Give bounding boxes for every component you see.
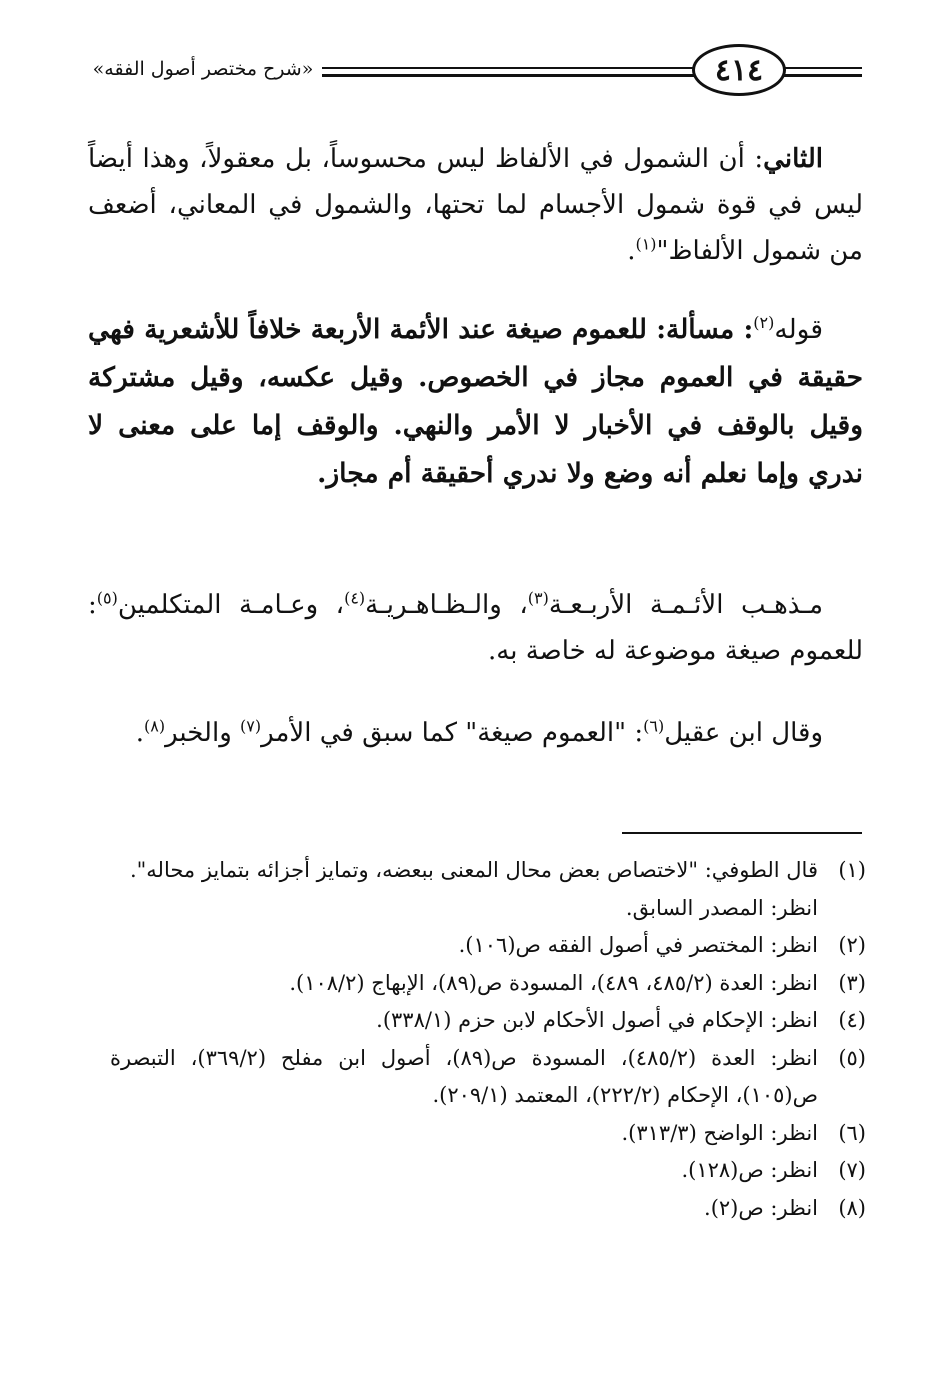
footnote-number: (٨) [838,1195,866,1220]
footnote-separator [622,832,862,834]
footnote-8 [110,1190,866,1228]
paragraph-2-prefix: قوله [774,314,823,345]
footnote-text: انظر: المختصر في أصول الفقه ص(١٠٦). [458,933,818,957]
paragraph-3-part4: : للعموم صيغة موضوعة له خاصة به. [88,590,863,666]
footnote-number: (١) [838,858,866,882]
footnotes [110,852,866,1227]
running-title: «شرح مختصر أصول الفقه» [92,58,314,80]
footnote-ref-6[interactable]: (٦) [643,716,665,736]
footnote-ref-2[interactable]: (٢) [753,313,775,333]
footnote-text: انظر: ص(٢). [704,1195,818,1220]
footnote-text: انظر: ص(١٢٨). [681,1158,818,1182]
footnote-text: انظر: المصدر السابق. [625,895,818,920]
paragraph-4-part3: والخبر [165,718,241,748]
paragraph-2-text: : مسألة: للعموم صيغة عند الأئمة الأربعة خلافاً للأشعرية فهي حقيقة في العموم مجاز في الخصوص. وقيل عكسه، وقيل مشتركة وقيل بالوقف في الأخبار لا الأمر والنهي. والوقف إما على معنى لا ندري وإما نعلم أنه وضع ولا ندري أحقيقة أم مجاز. [88,314,863,489]
footnote-3 [110,965,866,1003]
footnote-ref-1[interactable]: (١) [635,234,657,254]
footnote-number: (٢) [838,933,866,957]
footnote-7 [110,1152,866,1190]
footnote-ref-5[interactable]: (٥) [96,588,118,608]
paragraph-3-part1: مـذهـب الأئـمـة الأربـعـة [548,590,823,620]
footnote-ref-4[interactable]: (٤) [344,588,366,608]
paragraph-4-part2: : "العموم صيغة" كما سبق في الأمر [261,718,644,748]
paragraph-1-end: . [627,236,636,266]
page-number: ٤١٤ [692,44,786,96]
paragraph-2 [88,306,863,498]
footnote-2 [110,927,866,965]
paragraph-3-part3: ، وعـامـة المتكلمين [117,590,345,620]
footnote-4 [110,1002,866,1040]
footnote-number: (٥) [838,1045,866,1070]
footnote-number: (٤) [838,1008,866,1032]
footnote-1 [110,852,866,890]
paragraph-3-part2: ، والـظـاهـريـة [365,590,528,620]
paragraph-1-lead: الثاني [763,144,823,174]
footnote-ref-3[interactable]: (٣) [527,588,549,608]
footnote-text: انظر: العدة (٤٨٥/٢)، المسودة ص(٨٩)، أصول ابن مفلح (٣٦٩/٢)، التبصرة ص(١٠٥)، الإحكام (٢٢٢/٢)، المعتمد (٢٠٩/١). [110,1045,818,1107]
paragraph-1-text: : أن الشمول في الألفاظ ليس محسوساً، بل معقولاً، وهذا أيضاً ليس في قوة شمول الأجسام لما تحتها، والشمول في المعاني، أضعف من شمول الألفاظ" [88,144,863,266]
footnote-1-continued [110,890,866,928]
footnote-5 [110,1040,866,1115]
footnote-text: انظر: العدة (٤٨٥/٢، ٤٨٩)، المسودة ص(٨٩)، الإبهاج (١٠٨/٢). [289,970,818,995]
footnote-text: انظر: الإحكام في أصول الأحكام لابن حزم (٣٣٨/١). [376,1008,818,1032]
paragraph-4-end: . [135,718,144,748]
paragraph-1 [88,136,863,274]
footnote-ref-7[interactable]: (٧) [240,716,262,736]
footnote-number: (٦) [838,1120,866,1145]
paragraph-4-part1: وقال ابن عقيل [664,718,823,748]
footnote-6 [110,1115,866,1153]
paragraph-4 [88,710,863,756]
footnote-number: (٧) [838,1158,866,1182]
footnote-ref-8[interactable]: (٨) [143,716,166,736]
footnote-text: قال الطوفي: "لاختصاص بعض محال المعنى ببعضه، وتمايز أجزائه بتمايز محاله". [129,858,818,882]
footnote-number: (٣) [838,970,866,995]
paragraph-3 [88,582,863,674]
footnote-text: انظر: الواضح (٣١٣/٣). [621,1120,818,1145]
